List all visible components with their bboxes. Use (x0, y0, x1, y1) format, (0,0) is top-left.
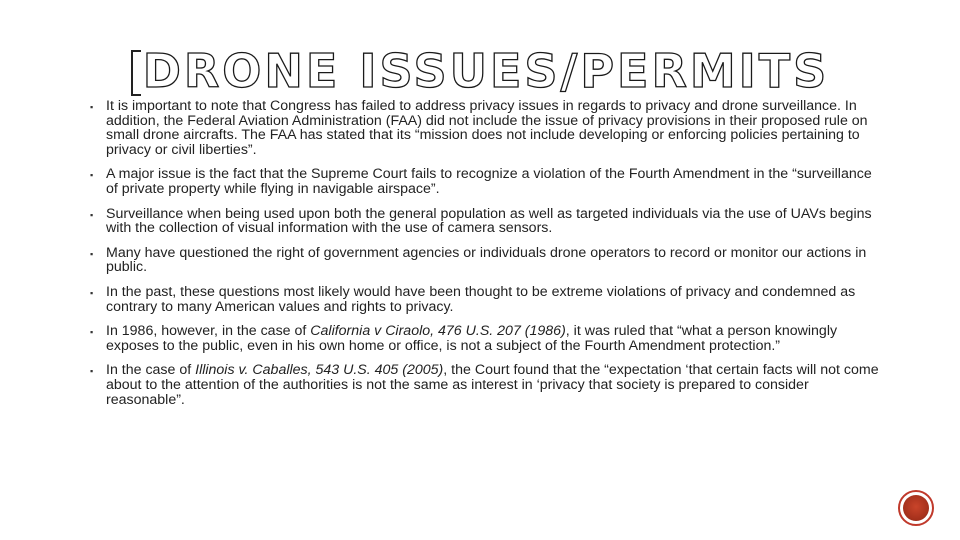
bullet-text-segment: It is important to note that Congress has failed to address privacy issues in regards to privacy and drone surveillance. In addition, the Federal Aviation Administration (FAA) did not include the issue of privacy provisions in their proposed rule on small drone aircrafts. The FAA has stated that its “mission does not include developing or enforcing policies pertaining to privacy or civil liberties”. (106, 98, 868, 158)
bullet-text-segment: A major issue is the fact that the Supreme Court fails to recognize a violation of the Fourth Amendment in the “surveillance of private property while flying in navigable airspace”. (106, 166, 872, 197)
bullet-item (90, 324, 880, 353)
square-bullet-icon: ▪ (90, 170, 94, 181)
bullet-text (106, 167, 880, 196)
case-citation: California v Ciraolo, 476 U.S. 207 (1986) (310, 323, 566, 340)
bullet-text (106, 246, 880, 275)
slide-title: DRONE ISSUES/PERMITS (142, 44, 830, 98)
bullet-item (90, 363, 880, 407)
square-bullet-icon: ▪ (90, 366, 94, 377)
slide-badge-inner (903, 495, 929, 521)
bullet-text (106, 324, 880, 353)
square-bullet-icon: ▪ (90, 209, 94, 220)
square-bullet-icon: ▪ (90, 287, 94, 298)
bullet-item (90, 285, 880, 314)
bullet-list (90, 99, 880, 417)
bullet-text (106, 207, 880, 236)
slide-title-container (131, 40, 830, 102)
square-bullet-icon: ▪ (90, 327, 94, 338)
bullet-item (90, 99, 880, 157)
square-bullet-icon: ▪ (90, 102, 94, 112)
bullet-item (90, 207, 880, 236)
bullet-item (90, 246, 880, 275)
bullet-item (90, 167, 880, 196)
title-bracket-decoration (131, 50, 141, 96)
bullet-text (106, 285, 880, 314)
square-bullet-icon: ▪ (90, 248, 94, 259)
bullet-text (106, 363, 880, 407)
bullet-text-segment: , it was ruled that “what a person knowingly exposes to the public, even in his own home or office, is not a subject of the Fourth Amendment protection.” (106, 323, 838, 354)
case-citation: Illinois v. Caballes, 543 U.S. 405 (2005) (195, 362, 444, 379)
slide-badge-icon (898, 490, 934, 526)
bullet-text (106, 99, 880, 157)
bullet-text-segment: In 1986, however, in the case of (106, 323, 311, 340)
bullet-text-segment: Surveillance when being used upon both the general population as well as targeted individuals via the use of UAVs begins with the collection of visual information with the use of camera sensors. (106, 205, 872, 237)
bullet-text-segment: Many have questioned the right of government agencies or individuals drone operators to record or monitor our actions in public. (106, 244, 867, 276)
bullet-text-segment: , the Court found that the “expectation ‘that certain facts will not come about to the attention of the authorities is not the same as interest in ‘privacy that society is prepared to consider reasonable”. (106, 362, 879, 408)
bullet-text-segment: In the past, these questions most likely would have been thought to be extreme violations of privacy and condemned as contrary to many American values and rights to privacy. (106, 283, 856, 315)
title-region (0, 40, 960, 102)
bullet-text-segment: In the case of (106, 362, 196, 379)
